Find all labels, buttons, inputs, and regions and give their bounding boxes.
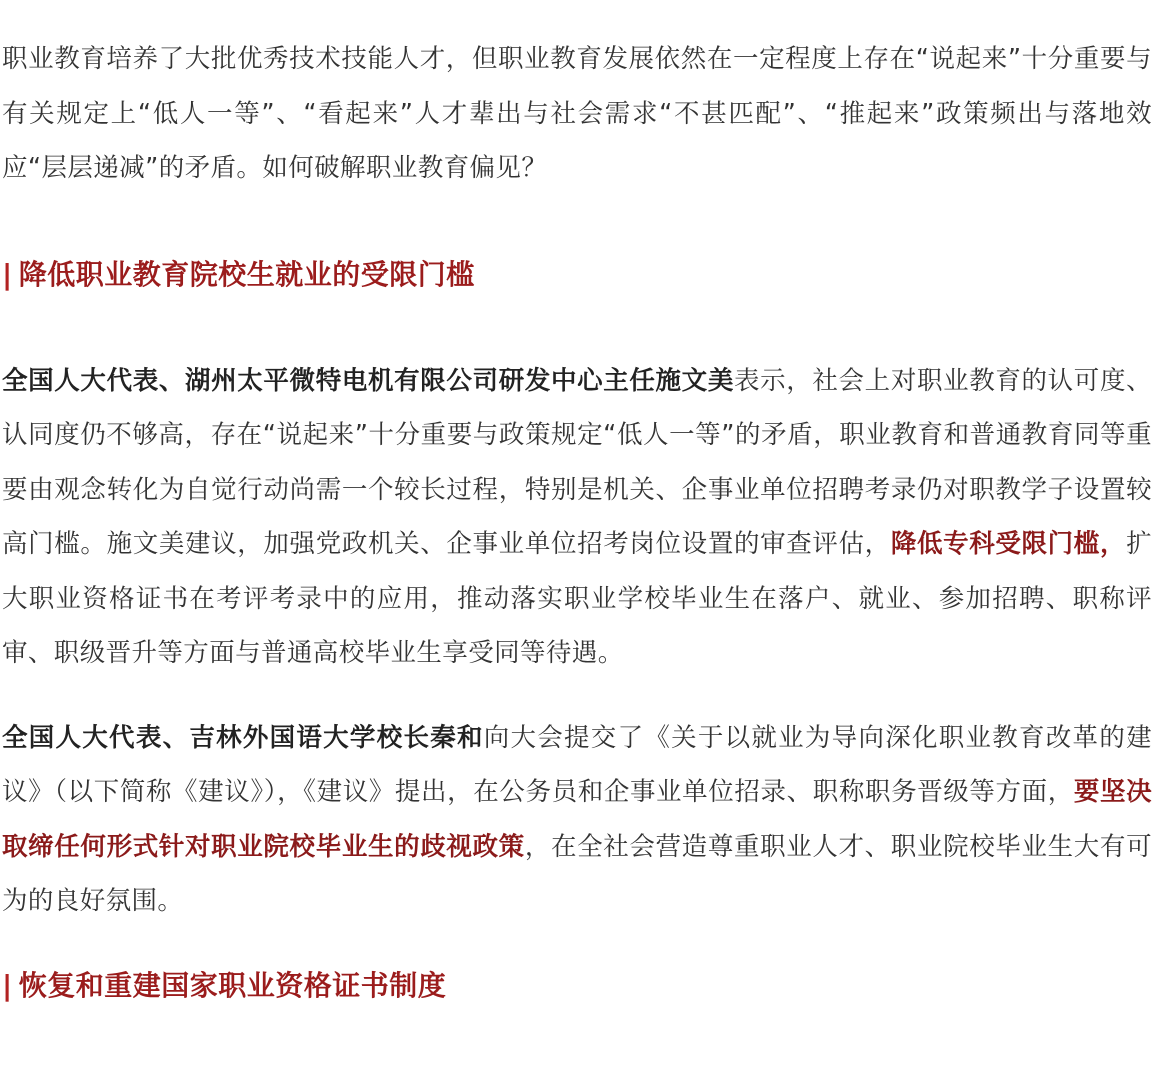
article-body [2,32,1152,1013]
speaker-lead: 全国人大代表、湖州太平微特电机有限公司研发中心主任施文美 [2,365,734,396]
section-heading-text: 恢复和重建国家职业资格证书制度 [18,968,447,1002]
highlight-text: 要坚决取缔任何形式针对职业院校毕业生的歧视政策 [2,777,1153,862]
heading-bar-mark: | [2,257,13,291]
spacer [2,929,1152,959]
spacer [2,681,1152,711]
section-heading-text: 降低职业教育院校生就业的受限门槛 [18,257,475,291]
spacer [2,302,1152,354]
heading-bar-mark: | [2,968,13,1002]
paragraph-text: 向大会提交了《关于以就业为导向深化职业教育改革的建议》（以下简称《建议》），《建议》提出，在公务员和企事业单位招录、职称职务晋级等方面， [2,722,1152,807]
section-heading-employment-threshold [2,248,1152,302]
intro-paragraph: 职业教育培养了大批优秀技术技能人才，但职业教育发展依然在一定程度上存在“说起来”十分重要与有关规定上“低人一等”、“看起来”人才辈出与社会需求“不甚匹配”、“推起来”政策频出与落地效应“层层递减”的矛盾。如何破解职业教育偏见？ [2,44,1152,183]
highlight-text: 降低专科受限门槛， [890,529,1127,559]
paragraph-text: ，在全社会营造尊重职业人才、职业院校毕业生大有可为的良好氛围。 [2,831,1152,916]
spacer [2,196,1152,248]
paragraph-text: 扩大职业资格证书在考评考录中的应用，推动落实职业学校毕业生在落户、就业、参加招聘、职称评审、职级晋升等方面与普通高校毕业生享受同等待遇。 [2,529,1152,668]
paragraph-qin-he [2,711,1152,929]
paragraph-text: 表示，社会上对职业教育的认可度、认同度仍不够高，存在“说起来”十分重要与政策规定“低人一等”的矛盾，职业教育和普通教育同等重要由观念转化为自觉行动尚需一个较长过程，特别是机关、企事业单位招聘考录仍对职教学子设置较高门槛。施文美建议，加强党政机关、企事业单位招考岗位设置的审查评估， [2,365,1152,559]
paragraph-shi-wenmei [2,354,1152,681]
speaker-lead: 全国人大代表、吉林外国语大学校长秦和 [2,722,484,753]
section-heading-certificate-system [2,959,1152,1013]
